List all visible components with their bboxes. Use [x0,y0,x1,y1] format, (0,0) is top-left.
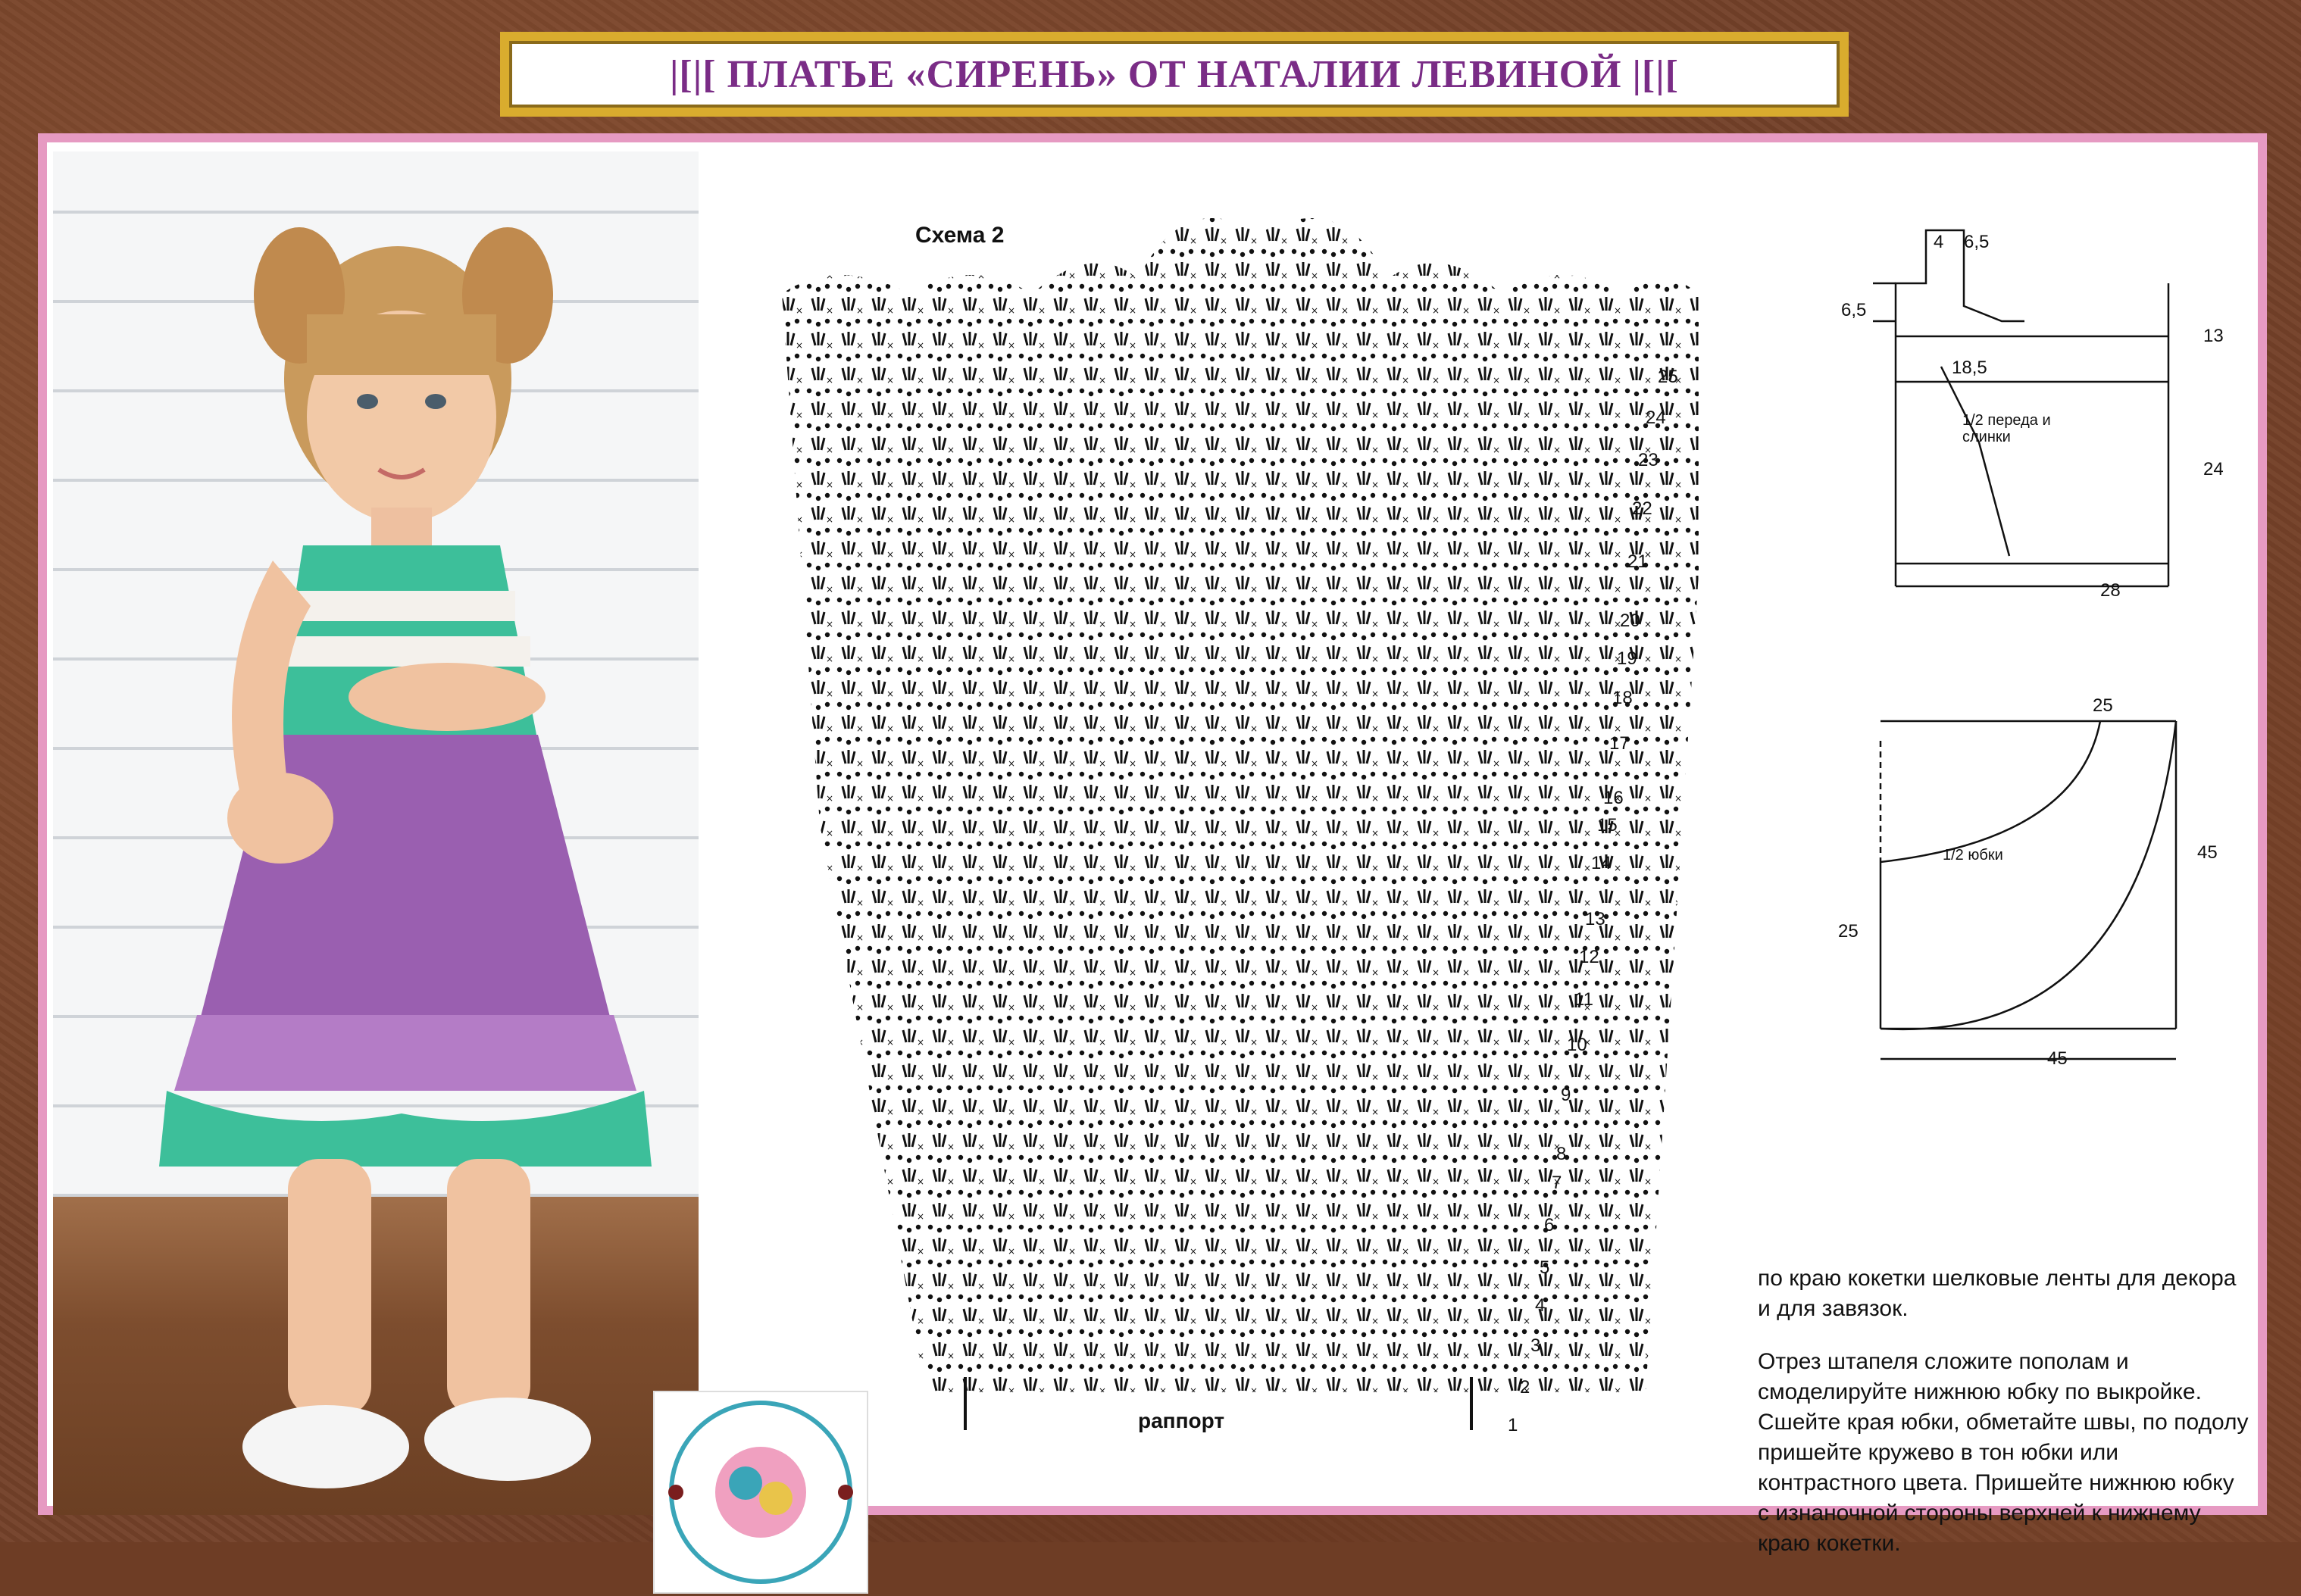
row-number: 20 [1620,611,1640,631]
row-number: 5 [1540,1257,1550,1278]
dim-label: 13 [2203,326,2224,346]
row-number: 23 [1638,450,1659,470]
row-number: 19 [1617,648,1637,669]
row-number: 1 [1508,1415,1518,1435]
pattern-skirt-label: 1/2 юбки [1943,847,2003,864]
row-number: 3 [1530,1335,1541,1356]
row-number: 25 [1658,367,1678,387]
row-number: 4 [1535,1295,1546,1316]
pattern-skirt [1820,695,2199,1074]
row-number: 12 [1579,947,1599,967]
chart-symbols [714,142,1699,1460]
row-number: 13 [1585,909,1605,929]
page-border [38,133,2267,1556]
row-number: 14 [1591,853,1612,873]
dress-photo [53,151,699,1515]
girl-illustration [53,151,699,1515]
row-number: 17 [1609,733,1630,754]
row-number: 21 [1627,551,1648,572]
dim-label: 45 [2047,1048,2068,1069]
row-number: 16 [1603,788,1624,808]
rapport-label: раппорт [1138,1409,1225,1432]
dim-label: 6,5 [1841,300,1867,320]
row-number: 8 [1556,1144,1567,1164]
row-number: 9 [1561,1085,1571,1105]
row-number: 2 [1520,1377,1530,1398]
schema-title: Схема 2 [915,223,1005,248]
instructions [1758,1263,2250,1582]
dim-label: 25 [1838,921,1859,942]
brand-logo [653,1391,868,1594]
dim-label: 24 [2203,459,2224,479]
pattern-top-label: 1/2 переда и слинки [1962,412,2051,445]
instruction-paragraph: по краю кокетки шелковые ленты для декора и для завязок. [1758,1266,2237,1321]
row-number: 10 [1567,1035,1587,1055]
row-number: 7 [1552,1173,1562,1193]
instruction-paragraph: Отрез штапеля сложите пополам и смоделируйте нижнюю юбку по выкройке. Сшейте края юбки, обметайте швы, по подолу пришейте кружево в тон юбки или контрастного цвета. Пришейте нижнюю юбку с изнаночной стороны верхней к нижнему краю кокетки. [1758,1349,2249,1556]
dim-label: 6,5 [1964,232,1990,252]
dim-label: 25 [2093,695,2113,716]
row-number: 18 [1612,688,1633,708]
row-number: 15 [1597,815,1618,835]
dim-label: 45 [2197,842,2218,863]
page-title: |[|[ ПЛАТЬЕ «СИРЕНЬ» ОТ НАТАЛИИ ЛЕВИНОЙ |[|[ [669,52,1679,96]
row-number: 22 [1632,498,1652,519]
dim-label: 18,5 [1952,358,1987,378]
dim-label: 28 [2100,580,2121,601]
page-content [47,142,2258,1556]
dim-label: 4 [1934,232,1944,252]
row-number: 6 [1544,1215,1555,1235]
title-frame [500,32,1849,117]
row-number: 11 [1574,989,1593,1010]
row-number: 24 [1646,408,1666,428]
